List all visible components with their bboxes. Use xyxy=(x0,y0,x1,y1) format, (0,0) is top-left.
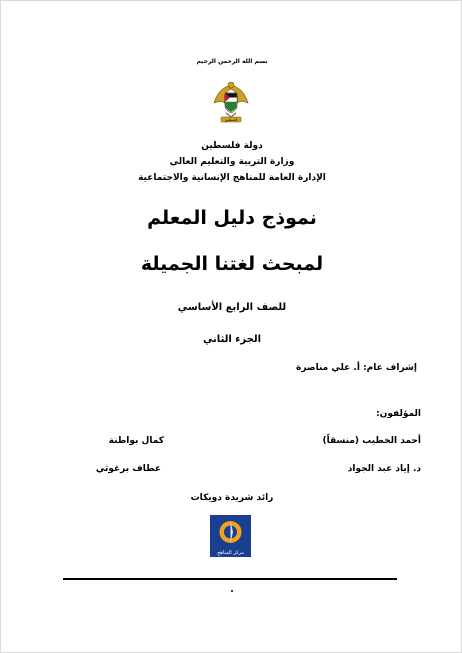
author-name: أحمد الخطيب (منسقاً) xyxy=(322,436,421,446)
authors-label: المؤلفون: xyxy=(376,409,421,419)
directorate-name: الإدارة العامة للمناهج الإنسانية والاجتماعية xyxy=(138,173,326,183)
author-name: عطاف برغوثي xyxy=(95,464,161,474)
footer-dot xyxy=(231,590,233,592)
document-title-line2: لمبحث لغتنا الجميلة xyxy=(140,253,324,275)
author-name: رائد شريدة دويكات xyxy=(190,493,274,503)
ministry-name: وزارة التربية والتعليم العالي xyxy=(169,157,295,167)
logo-caption: مركز المناهج xyxy=(217,550,244,556)
emblem-caption: فلسطين xyxy=(224,118,238,122)
palestine-eagle-emblem-icon xyxy=(211,79,251,123)
part-label: الجزء الثاني xyxy=(202,334,262,345)
grade-label: للصف الرابع الأساسي xyxy=(177,302,287,313)
state-name: دولة فلسطين xyxy=(201,141,263,151)
basmala: بسم الله الرحمن الرحيم xyxy=(196,58,268,65)
curriculum-center-logo-icon xyxy=(210,515,251,557)
author-name: كمال بواطنة xyxy=(108,436,164,446)
author-name: د. إياد عبد الجواد xyxy=(347,464,421,474)
document-title-line1: نموذج دليل المعلم xyxy=(147,207,317,229)
footer-rule xyxy=(63,578,397,580)
general-supervision: إشراف عام: أ. علي مناصرة xyxy=(296,363,417,373)
